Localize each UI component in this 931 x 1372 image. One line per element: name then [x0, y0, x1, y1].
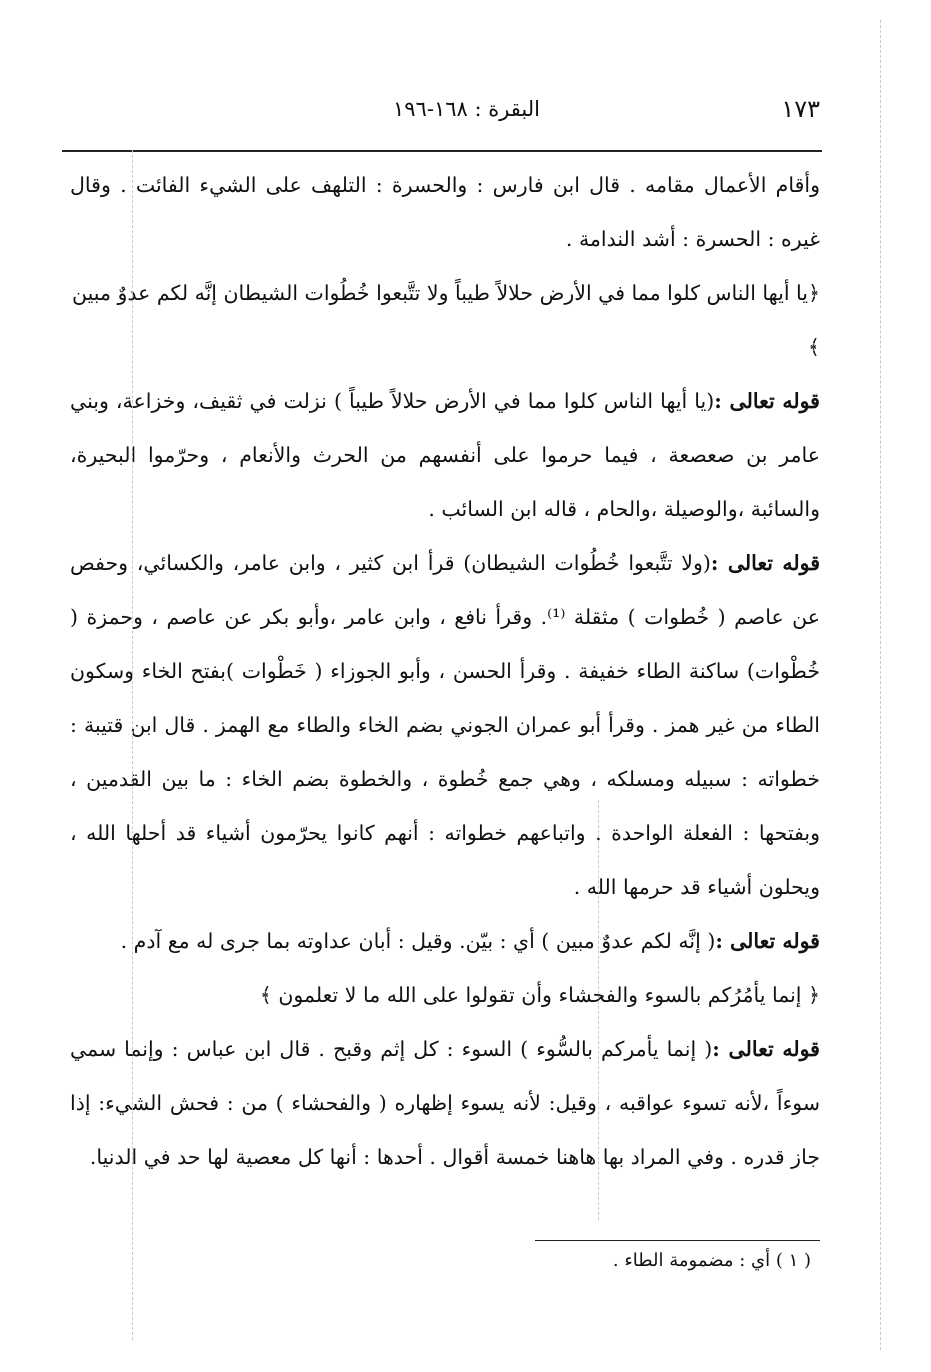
commentary-paragraph — [70, 914, 820, 968]
running-title: البقرة : ١٦٨-١٩٦ — [392, 97, 540, 121]
commentary-label: قوله تعالى : — [710, 551, 820, 575]
commentary-text: ( إنَّه لكم عدوٌ مبين ) أي : بيّن. وقيل : أبان عداوته بما جرى له مع آدم . — [120, 929, 716, 953]
scan-artifact-line — [598, 800, 599, 1220]
commentary-label: قوله تعالى : — [715, 929, 820, 953]
footnote: ( ١ ) أي : مضمومة الطاء . — [612, 1250, 811, 1271]
commentary-paragraph — [70, 374, 820, 536]
commentary-text: ( إنما يأمركم بالسُّوء ) السوء : كل إثم وقبح . قال ابن عباس : وإنما سمي سوءاً ،لأنه تسوء عواقبه ، وقيل: لأنه يسوء إظهاره ( والفحشاء ) من : فحش الشيء: إذا جاز قدره . وفي المراد بها هاهنا خمسة أقوال . أحدها : أنها كل معصية لها حد في الدنيا. — [70, 1037, 820, 1169]
commentary-text: (ولا تتَّبعوا خُطُوات الشيطان) قرأ ابن كثير ، وابن عامر، والكسائي، وحفص عن عاصم ( خُطوات ) مثقلة ⁽¹⁾. وقرأ نافع ، وابن عامر ،وأبو بكر عن عاصم ، وحمزة ( خُطْوات) ساكنة الطاء خفيفة . وقرأ الحسن ، وأبو الجوزاء ( خَطْوات )بفتح الخاء وسكون الطاء من غير همز . وقرأ أبو عمران الجوني بضم الخاء والطاء مع الهمز . قال ابن قتيبة : خطواته : سبيله ومسلكه ، وهي جمع خُطوة ، والخطوة بضم الخاء : ما بين القدمين ، وبفتحها : الفعلة الواحدة . واتباعهم خطواته : أنهم كانوا يحرّمون أشياء قد أحلها الله ، ويحلون أشياء قد حرمها الله . — [70, 551, 820, 899]
commentary-paragraph — [70, 1022, 820, 1184]
quran-verse: ﴿ إنما يأمُرُكم بالسوء والفحشاء وأن تقولوا على الله ما لا تعلمون ﴾ — [259, 983, 820, 1007]
commentary-text: (يا أيها الناس كلوا مما في الأرض حلالاً طيباً ) نزلت في ثقيف، وخزاعة، وبني عامر بن صعصعة ، فيما حرموا على أنفسهم من الحرث والأنعام ، وحرّموا البحيرة، والسائبة ،والوصيلة ،والحام ، قاله ابن السائب . — [70, 389, 820, 521]
scan-artifact-line — [132, 150, 133, 1340]
commentary-label: قوله تعالى : — [714, 389, 820, 413]
page-number: ١٧٣ — [781, 95, 820, 123]
commentary-paragraph — [70, 536, 820, 914]
scan-artifact-line — [880, 20, 881, 1350]
quran-verse: ﴿يا أيها الناس كلوا مما في الأرض حلالاً طيباً ولا تتَّبعوا خُطُوات الشيطان إنَّه لكم عدوٌ مبين ﴾ — [71, 281, 820, 359]
page-header — [70, 95, 820, 129]
footnote-rule — [535, 1240, 820, 1241]
commentary-label: قوله تعالى : — [712, 1037, 820, 1061]
paragraph-intro: وأقام الأعمال مقامه . قال ابن فارس : والحسرة : التلهف على الشيء الفائت . وقال غيره : الحسرة : أشد الندامة . — [70, 173, 820, 251]
main-text — [70, 158, 820, 1184]
header-rule — [62, 150, 822, 152]
